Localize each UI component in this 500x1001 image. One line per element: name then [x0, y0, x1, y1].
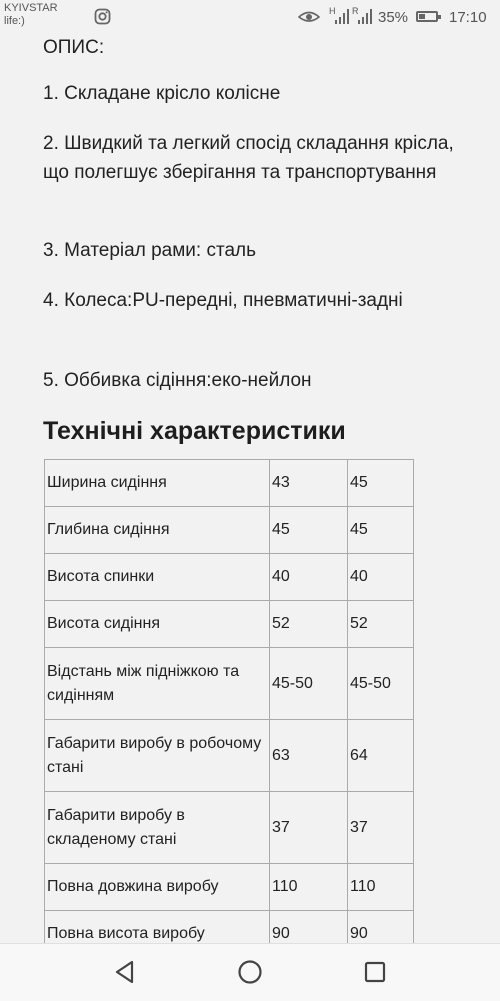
carrier-line-2: life:): [4, 15, 25, 27]
network-type-label-2: R: [352, 6, 359, 16]
battery-percent: 35%: [378, 9, 409, 26]
table-row: [45, 601, 414, 648]
list-item-2: 2. Швидкий та легкий спосід складання крісла, що полегшує зберігання та транспортування: [43, 133, 454, 183]
spec-value-1: 40: [270, 554, 348, 601]
table-row: [45, 720, 414, 792]
specs-title: Технічні характеристики: [43, 417, 346, 445]
spec-value-1: 90: [270, 911, 348, 944]
list-item-5: 5. Оббивка сідіння:еко-нейлон: [43, 370, 312, 391]
spec-name: Повна довжина виробу: [45, 864, 270, 911]
recents-square-icon[interactable]: [362, 959, 388, 985]
spec-name: Габарити виробу в робочому стані: [45, 720, 270, 792]
spec-name: Глибина сидіння: [45, 507, 270, 554]
signal-icon: [358, 9, 372, 24]
table-row: [45, 864, 414, 911]
battery-level: [419, 14, 425, 19]
spec-name: Повна висота виробу: [45, 911, 270, 944]
spec-name: Габарити виробу в складеному стані: [45, 792, 270, 864]
spec-value-2: 110: [348, 864, 414, 911]
table-row: [45, 911, 414, 944]
list-item-4: 4. Колеса:PU-передні, пневматичні-задні: [43, 290, 403, 311]
table-row: [45, 460, 414, 507]
network-type-label-1: H: [329, 6, 336, 16]
spec-value-2: 45-50: [348, 648, 414, 720]
spec-value-2: 52: [348, 601, 414, 648]
spec-value-2: 64: [348, 720, 414, 792]
spec-value-1: 110: [270, 864, 348, 911]
signal-icon: [335, 9, 349, 24]
navigation-bar: [0, 943, 500, 1001]
spec-name: Відстань між підніжкою та сидінням: [45, 648, 270, 720]
list-item-1: 1. Складане крісло колісне: [43, 83, 281, 104]
spec-value-1: 45-50: [270, 648, 348, 720]
eye-icon: [298, 9, 320, 24]
table-row: [45, 554, 414, 601]
home-circle-icon[interactable]: [237, 959, 263, 985]
spec-value-1: 43: [270, 460, 348, 507]
spec-value-1: 45: [270, 507, 348, 554]
spec-name: Висота сидіння: [45, 601, 270, 648]
carrier-name: [4, 2, 58, 28]
spec-value-2: 45: [348, 460, 414, 507]
spec-name: Висота спинки: [45, 554, 270, 601]
back-triangle-icon[interactable]: [112, 959, 138, 985]
table-row: [45, 648, 414, 720]
spec-value-1: 52: [270, 601, 348, 648]
clock: 17:10: [449, 9, 487, 26]
table-row: [45, 507, 414, 554]
carrier-line-1: KYIVSTAR: [4, 2, 58, 14]
spec-value-2: 45: [348, 507, 414, 554]
spec-value-2: 90: [348, 911, 414, 944]
spec-value-1: 63: [270, 720, 348, 792]
list-item-3: 3. Матеріал рами: сталь: [43, 240, 256, 261]
table-row: [45, 792, 414, 864]
status-bar: [0, 0, 500, 34]
battery-icon: [416, 11, 438, 22]
spec-value-2: 40: [348, 554, 414, 601]
spec-value-1: 37: [270, 792, 348, 864]
specs-table: [44, 459, 414, 943]
spec-value-2: 37: [348, 792, 414, 864]
instagram-icon: [94, 8, 111, 25]
section-label: ОПИС:: [43, 37, 105, 58]
spec-name: Ширина сидіння: [45, 460, 270, 507]
